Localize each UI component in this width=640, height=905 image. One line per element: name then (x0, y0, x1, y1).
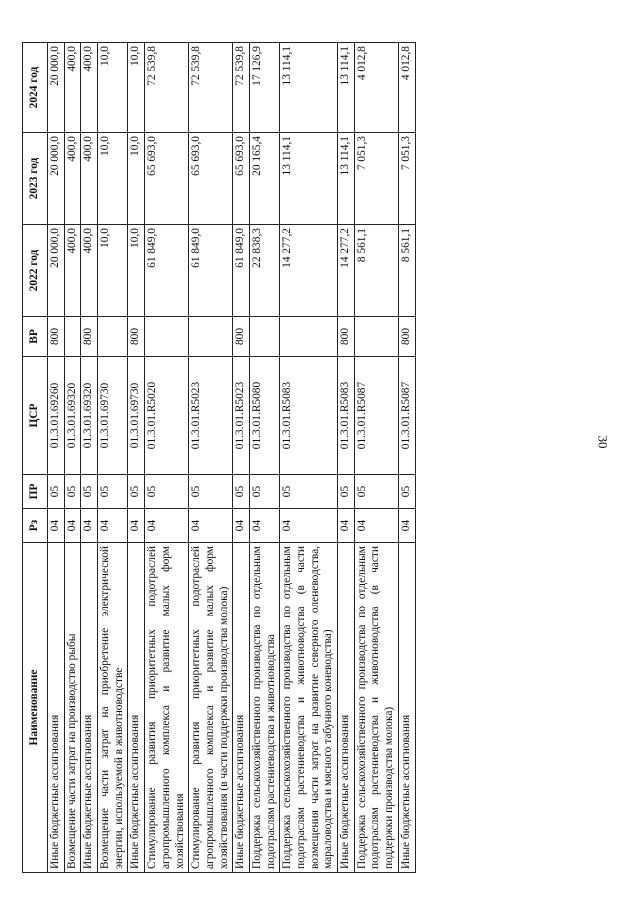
cell-vr: 800 (398, 317, 415, 357)
cell-vr: 800 (81, 317, 98, 357)
cell-rz: 04 (128, 509, 145, 543)
cell-vr (354, 317, 398, 357)
cell-pr: 05 (354, 475, 398, 509)
cell-rz: 04 (354, 509, 398, 543)
cell-csr: 01.3.01.69320 (64, 357, 81, 475)
cell-y2022: 20 000,0 (48, 225, 65, 317)
cell-rz: 04 (145, 509, 189, 543)
cell-csr: 01.3.01.R5083 (338, 357, 355, 475)
table-row (81, 43, 98, 873)
table-row (233, 43, 250, 873)
cell-vr (98, 317, 128, 357)
cell-vr: 800 (338, 317, 355, 357)
table-row (64, 43, 81, 873)
cell-y2024: 10,0 (98, 43, 128, 133)
cell-y2022: 400,0 (81, 225, 98, 317)
cell-y2022: 61 849,0 (145, 225, 189, 317)
cell-rz: 04 (249, 509, 279, 543)
header-rz: Рз (23, 509, 48, 543)
cell-y2024: 4 012,8 (354, 43, 398, 133)
cell-y2024: 72 539,8 (145, 43, 189, 133)
cell-y2024: 400,0 (64, 43, 81, 133)
cell-rz: 04 (398, 509, 415, 543)
cell-name: Стимулирование развития приоритетных подотраслей агропромышленного комплекса и развитие малых форм хозяйствования (145, 543, 189, 873)
table-row (354, 43, 398, 873)
cell-rz: 04 (81, 509, 98, 543)
cell-y2022: 10,0 (98, 225, 128, 317)
page-number: 30 (595, 435, 611, 449)
cell-rz: 04 (338, 509, 355, 543)
table-row (128, 43, 145, 873)
budget-table-rotated (22, 43, 512, 873)
cell-y2024: 10,0 (128, 43, 145, 133)
header-pr: ПР (23, 475, 48, 509)
cell-y2024: 17 126,9 (249, 43, 279, 133)
cell-name: Иные бюджетные ассигнования (48, 543, 65, 873)
cell-pr: 05 (189, 475, 233, 509)
cell-name: Иные бюджетные ассигнования (81, 543, 98, 873)
cell-vr: 800 (233, 317, 250, 357)
budget-table (22, 42, 416, 873)
cell-y2022: 400,0 (64, 225, 81, 317)
cell-rz: 04 (48, 509, 65, 543)
cell-pr: 05 (145, 475, 189, 509)
table-row (280, 43, 338, 873)
cell-y2023: 65 693,0 (145, 133, 189, 225)
cell-pr: 05 (98, 475, 128, 509)
cell-y2023: 20 000,0 (48, 133, 65, 225)
header-name: Наименование (23, 543, 48, 873)
cell-y2022: 22 838,3 (249, 225, 279, 317)
table-row (189, 43, 233, 873)
cell-csr: 01.3.01.69730 (98, 357, 128, 475)
cell-vr (145, 317, 189, 357)
cell-y2022: 10,0 (128, 225, 145, 317)
cell-vr (249, 317, 279, 357)
cell-y2024: 20 000,0 (48, 43, 65, 133)
cell-name: Стимулирование развития приоритетных подотраслей агропромышленного комплекса и развитие малых форм хозяйствования (в части поддержки производства молока) (189, 543, 233, 873)
cell-y2022: 14 277,2 (338, 225, 355, 317)
cell-y2023: 65 693,0 (233, 133, 250, 225)
cell-name: Возмещение части затрат на приобретение электрической энергии, используемой в животноводстве (98, 543, 128, 873)
cell-csr: 01.3.01.R5087 (398, 357, 415, 475)
cell-rz: 04 (280, 509, 338, 543)
cell-y2023: 400,0 (81, 133, 98, 225)
cell-pr: 05 (64, 475, 81, 509)
cell-y2022: 8 561,1 (354, 225, 398, 317)
cell-name: Иные бюджетные ассигнования (398, 543, 415, 873)
cell-y2022: 61 849,0 (189, 225, 233, 317)
cell-csr: 01.3.01.69260 (48, 357, 65, 475)
table-row (98, 43, 128, 873)
cell-y2024: 72 539,8 (189, 43, 233, 133)
cell-rz: 04 (64, 509, 81, 543)
cell-csr: 01.3.01.R5020 (145, 357, 189, 475)
cell-pr: 05 (249, 475, 279, 509)
header-2022: 2022 год (23, 225, 48, 317)
cell-name: Иные бюджетные ассигнования (338, 543, 355, 873)
cell-rz: 04 (98, 509, 128, 543)
header-vr: ВР (23, 317, 48, 357)
cell-pr: 05 (233, 475, 250, 509)
table-header-row (23, 43, 48, 873)
cell-y2023: 13 114,1 (338, 133, 355, 225)
cell-vr: 800 (128, 317, 145, 357)
cell-y2024: 72 539,8 (233, 43, 250, 133)
cell-vr: 800 (48, 317, 65, 357)
cell-y2022: 14 277,2 (280, 225, 338, 317)
header-csr: ЦСР (23, 357, 48, 475)
cell-y2023: 7 051,3 (354, 133, 398, 225)
cell-csr: 01.3.01.69320 (81, 357, 98, 475)
cell-vr (64, 317, 81, 357)
cell-pr: 05 (81, 475, 98, 509)
table-row (338, 43, 355, 873)
cell-pr: 05 (48, 475, 65, 509)
table-row (48, 43, 65, 873)
cell-name: Иные бюджетные ассигнования (128, 543, 145, 873)
cell-rz: 04 (189, 509, 233, 543)
cell-y2023: 400,0 (64, 133, 81, 225)
cell-rz: 04 (233, 509, 250, 543)
cell-csr: 01.3.01.R5083 (280, 357, 338, 475)
cell-name: Возмещение части затрат на производство рыбы (64, 543, 81, 873)
cell-vr (280, 317, 338, 357)
cell-y2023: 10,0 (128, 133, 145, 225)
cell-y2023: 10,0 (98, 133, 128, 225)
cell-name: Поддержка сельскохозяйственного производства по отдельным подотраслям растениеводства и животноводства (249, 543, 279, 873)
table-row (249, 43, 279, 873)
cell-name: Поддержка сельскохозяйственного производства по отдельным подотраслям растениеводства и животноводства (в части поддержки производства молока) (354, 543, 398, 873)
cell-pr: 05 (128, 475, 145, 509)
cell-csr: 01.3.01.R5023 (233, 357, 250, 475)
cell-y2022: 61 849,0 (233, 225, 250, 317)
cell-y2024: 400,0 (81, 43, 98, 133)
cell-csr: 01.3.01.R5080 (249, 357, 279, 475)
table-row (398, 43, 415, 873)
cell-y2023: 7 051,3 (398, 133, 415, 225)
cell-y2023: 65 693,0 (189, 133, 233, 225)
cell-y2024: 13 114,1 (280, 43, 338, 133)
cell-y2022: 8 561,1 (398, 225, 415, 317)
table-row (145, 43, 189, 873)
cell-csr: 01.3.01.69730 (128, 357, 145, 475)
cell-name: Поддержка сельскохозяйственного производства по отдельным подотраслям растениеводства и животноводства (в части возмещения части затрат на развитие северного оленеводства, мараловодства и мясного табунного коневодства) (280, 543, 338, 873)
cell-name: Иные бюджетные ассигнования (233, 543, 250, 873)
cell-y2024: 4 012,8 (398, 43, 415, 133)
cell-y2023: 20 165,4 (249, 133, 279, 225)
header-2024: 2024 год (23, 43, 48, 133)
cell-csr: 01.3.01.R5023 (189, 357, 233, 475)
cell-csr: 01.3.01.R5087 (354, 357, 398, 475)
cell-y2023: 13 114,1 (280, 133, 338, 225)
header-2023: 2023 год (23, 133, 48, 225)
cell-pr: 05 (398, 475, 415, 509)
cell-vr (189, 317, 233, 357)
cell-pr: 05 (338, 475, 355, 509)
cell-y2024: 13 114,1 (338, 43, 355, 133)
cell-pr: 05 (280, 475, 338, 509)
